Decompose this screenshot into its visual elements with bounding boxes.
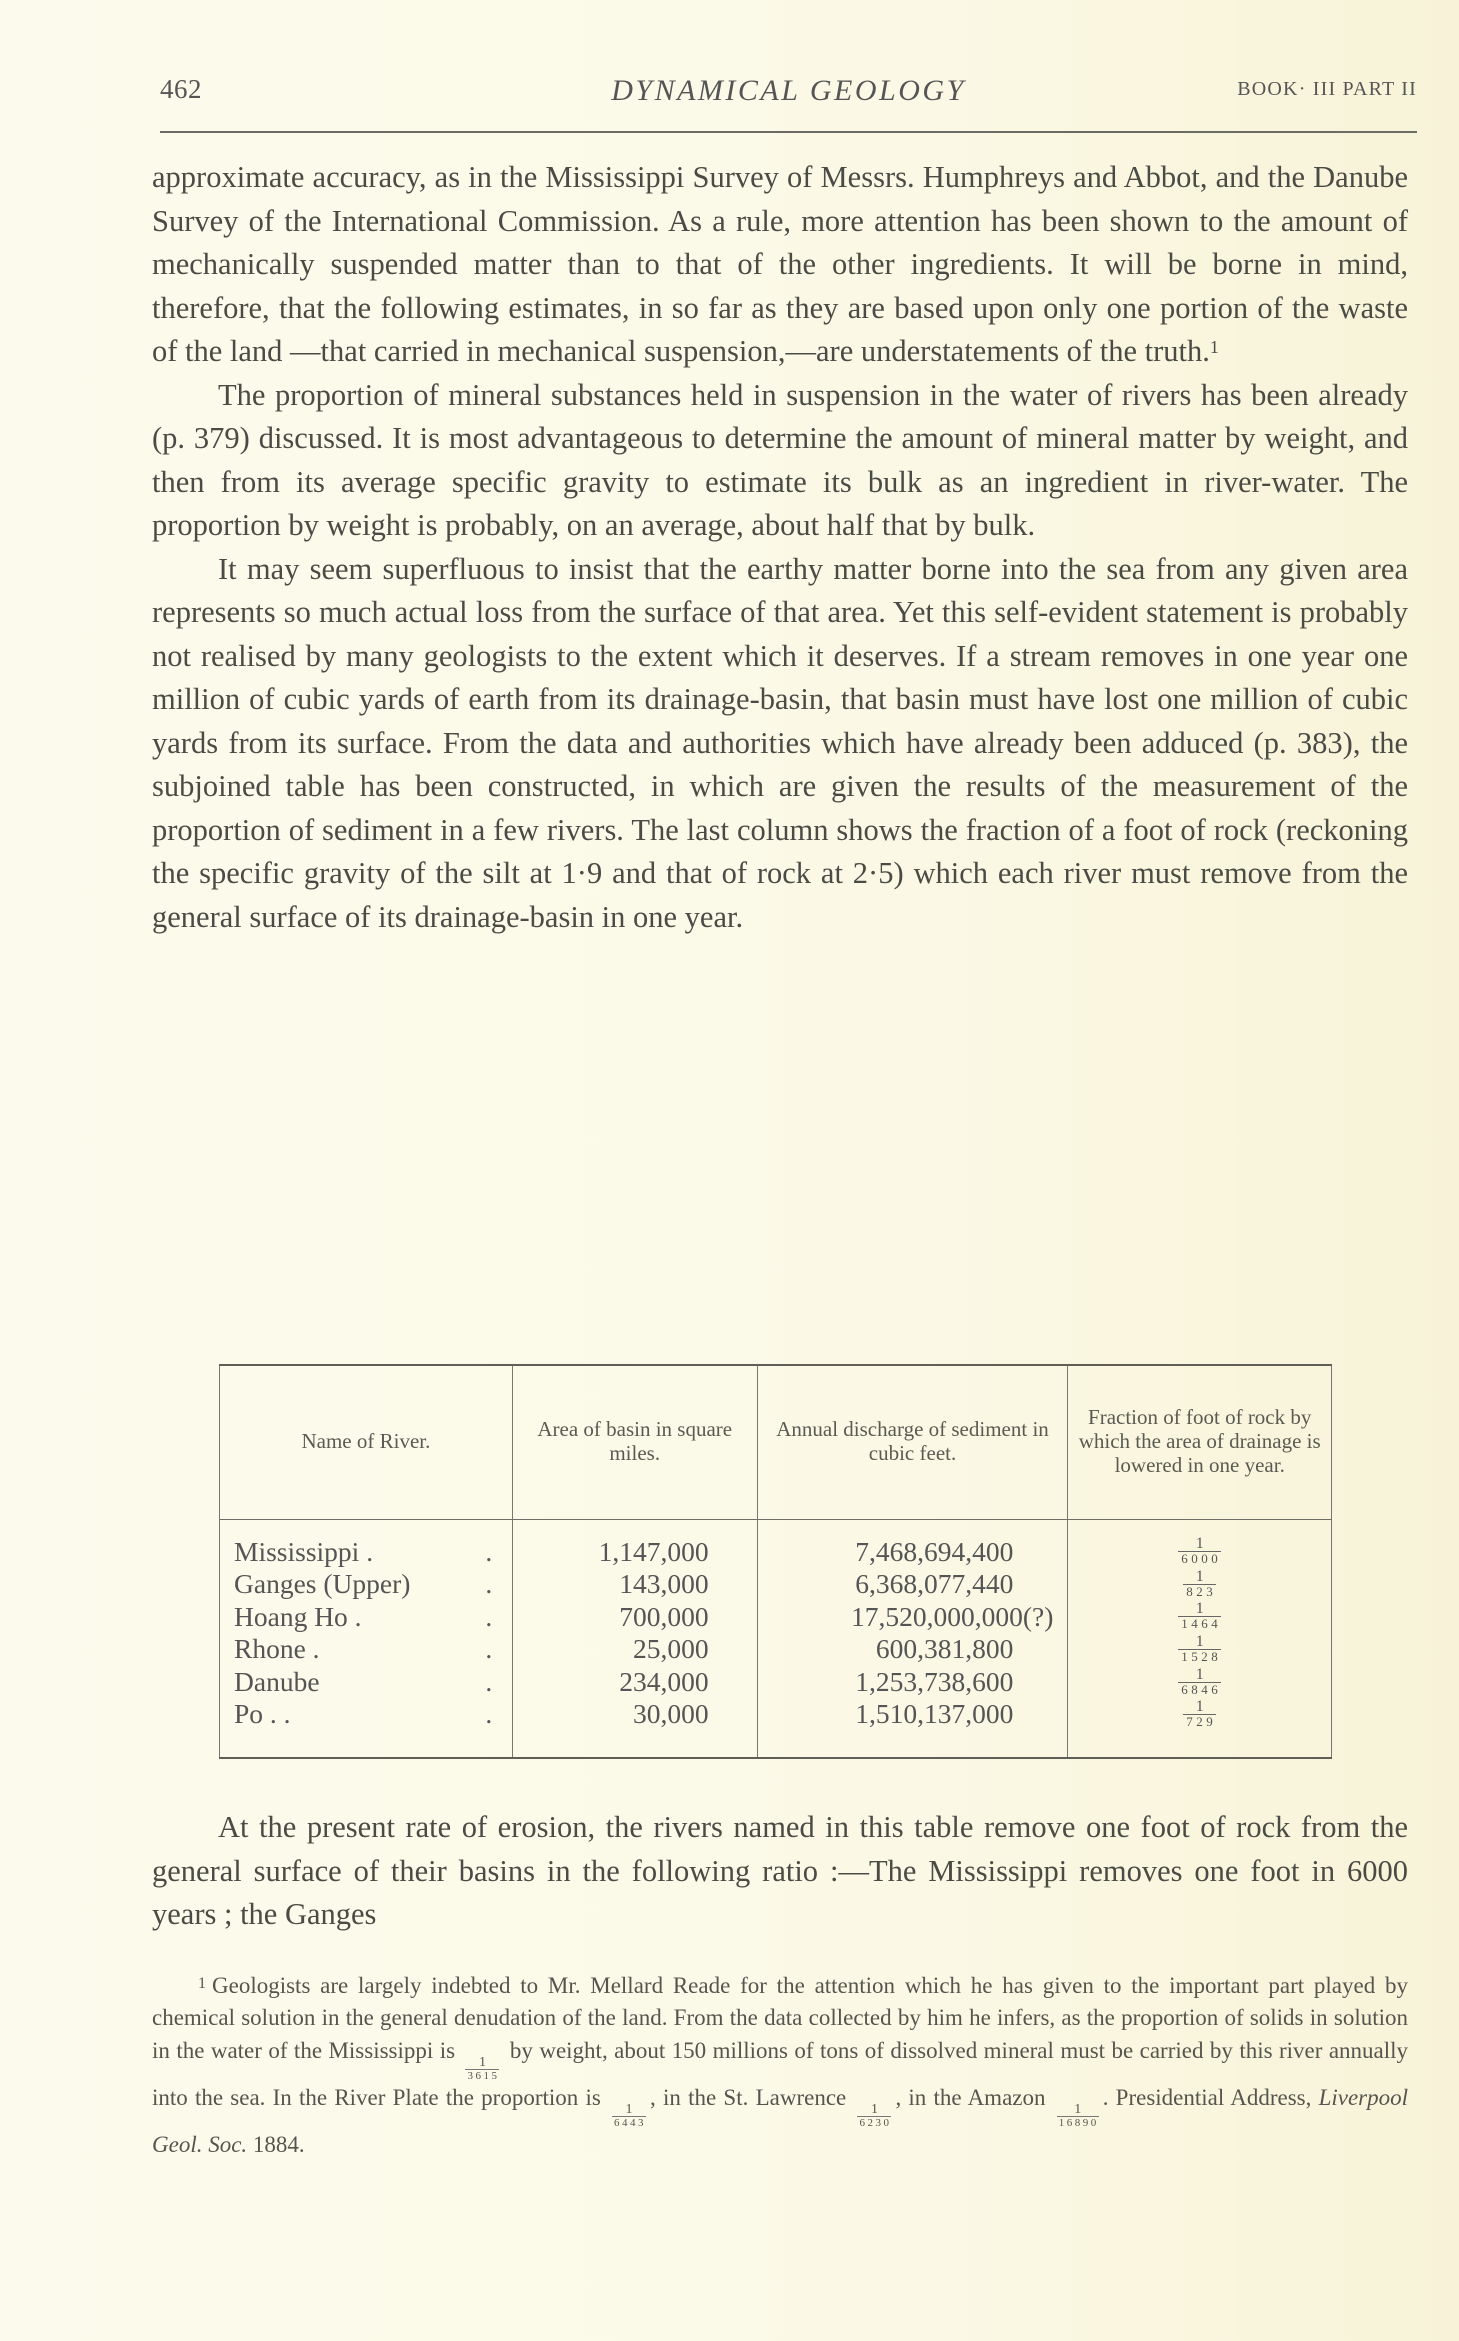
- table-body-row: [220, 1519, 1332, 1758]
- column-header-basin-area: Area of basin in square miles.: [512, 1365, 757, 1519]
- inline-fraction: $\frac{1}{3615}$: [467, 2054, 500, 2082]
- inline-fraction: $\frac{1}{6230}$: [859, 2101, 892, 2129]
- river-sediment-table: [219, 1364, 1332, 1759]
- fraction-cell: [1068, 1519, 1332, 1758]
- river-name: Mississippi . .: [234, 1535, 493, 1567]
- basin-area-value: 700,000: [619, 1600, 709, 1632]
- basin-area-value: 25,000: [633, 1633, 709, 1665]
- inline-fraction: $\frac{1}{6443}$: [614, 2101, 647, 2129]
- discharge-value: 1,253,738,600: [855, 1665, 1014, 1697]
- citation-year: 1884.: [252, 2131, 305, 2157]
- discharge-value: 1,510,137,000: [855, 1698, 1014, 1730]
- footnote-mark: 1: [198, 1975, 206, 1992]
- paragraph: It may seem superfluous to insist that the earthy matter borne into the sea from any given area represents so much actual loss from the surface of that area. Yet this self-evident statement is probably not realised by many geologists to the extent which it deserves. If a stream removes in one year one million of cubic yards of earth from its drainage-basin, that basin must have lost one million of cubic yards from its surface. From the data and authorities which have already been adduced (p. 383), the subjoined table has been constructed, in which are given the results of the measurement of the proportion of sediment in a few rivers. The last column shows the fraction of a foot of rock (reckoning the specific gravity of the silt at 1·9 and that of rock at 2·5) which each river must remove from the general surface of its drainage-basin in one year.: [152, 551, 1408, 934]
- footnote: $^1$ Geologists are largely indebted to Mr. Mellard Reade for the attention which he has given to the important part played by chemical solution in the general denudation of the land. From the data collected by him he infers, as the proportion of solids in solution in the water of the Mississippi is $\frac{1}{3615}$ by weight, about 150 millions of tons of dissolved mineral must be carried by this river annually into the sea. In the River Plate the proportion is $\frac{1}{6443}$ , in the St. Lawrence $\frac{1}{6230}$ , in the Amazon $\frac{1}{16890}$ . Presidential Address, Liverpool Geol. Soc. 1884.: [152, 1973, 1409, 2157]
- paragraph: The proportion of mineral substances held in suspension in the water of rivers has been already (p. 379) discussed. It is most advantageous to determine the amount of mineral matter by weight, and then from its average specific gravity to estimate its bulk as an ingredient in river-water. The proportion by weight is probably, on an average, about half that by bulk.: [152, 377, 1408, 542]
- book-section-label: BOOK· III PART II: [1237, 78, 1417, 100]
- discharge-value: 7,468,694,400: [855, 1535, 1014, 1567]
- column-header-river-name: Name of River.: [220, 1365, 513, 1519]
- column-header-fraction-lowered: Fraction of foot of rock by which the area of drainage is lowered in one year.: [1068, 1365, 1332, 1519]
- basin-area-value: 234,000: [619, 1665, 709, 1697]
- body-text-after-table: [152, 1806, 1408, 1937]
- column-header-sediment-discharge: Annual discharge of sediment in cubic feet.: [757, 1365, 1068, 1519]
- fraction-value: $\frac{1}{729}$: [1068, 1698, 1331, 1731]
- river-names-cell: [220, 1519, 513, 1758]
- footnote-reference[interactable]: 1: [1209, 337, 1219, 357]
- fraction-value: $\frac{1}{6000}$: [1068, 1536, 1331, 1569]
- header-rule: [160, 131, 1417, 133]
- inline-fraction: $\frac{1}{16890}$: [1058, 2101, 1099, 2129]
- body-text-top: [152, 156, 1408, 939]
- basin-area-value: 30,000: [633, 1698, 709, 1730]
- fraction-value: $\frac{1}{1528}$: [1068, 1633, 1331, 1666]
- fraction-value: $\frac{1}{6846}$: [1068, 1666, 1331, 1699]
- river-name: Po . . .: [234, 1698, 493, 1730]
- discharge-value: 600,381,800: [875, 1633, 1014, 1665]
- data-table: [219, 1364, 1332, 1759]
- running-title: DYNAMICAL GEOLOGY: [611, 74, 966, 107]
- discharge-value: 17,520,000,000(?): [851, 1600, 1054, 1632]
- fraction-value: $\frac{1}{823}$: [1068, 1568, 1331, 1601]
- paragraph: approximate accuracy, as in the Mississippi Survey of Messrs. Humphreys and Abbot, and the Danube Survey of the International Commission. As a rule, more attention has been shown to the amount of mechanically suspended matter than to that of the other ingredients. It will be borne in mind, therefore, that the following estimates, in so far as they are based upon only one portion of the waste of the land —that carried in mechanical suspension,—are understatements of the truth.$^1$: [152, 160, 1408, 368]
- basin-area-value: 1,147,000: [598, 1535, 709, 1567]
- river-name: Rhone . .: [234, 1633, 493, 1665]
- page-number: 462: [160, 74, 202, 104]
- basin-area-value: 143,000: [619, 1568, 709, 1600]
- paragraph: At the present rate of erosion, the rivers named in this table remove one foot of rock from the general surface of their basins in the following ratio :—The Mississippi removes one foot in 6000 years ; the Ganges: [152, 1810, 1408, 1931]
- table-header-row: [220, 1365, 1332, 1519]
- running-header: [160, 74, 1417, 114]
- sediment-discharge-cell: [757, 1519, 1068, 1758]
- basin-area-cell: [512, 1519, 757, 1758]
- discharge-value: 6,368,077,440: [855, 1568, 1014, 1600]
- fraction-value: $\frac{1}{1464}$: [1068, 1601, 1331, 1634]
- river-name: Ganges (Upper) .: [234, 1568, 493, 1600]
- river-name: Danube .: [234, 1665, 493, 1697]
- citation-title: Liverpool Geol. Soc.: [152, 2084, 1409, 2157]
- river-name: Hoang Ho . .: [234, 1600, 493, 1632]
